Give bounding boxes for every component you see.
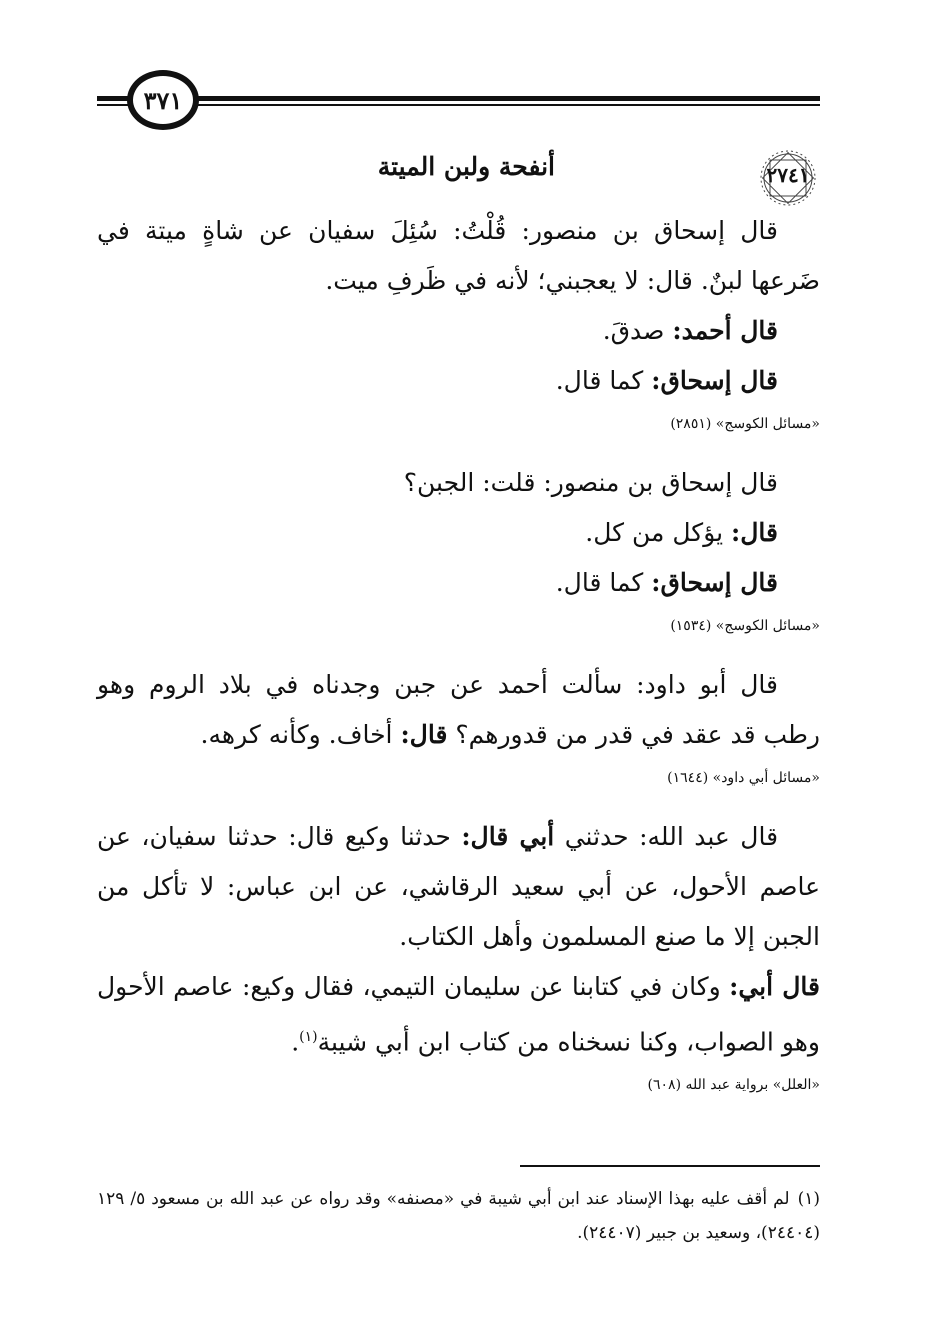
footnote-rule [520, 1165, 820, 1167]
speaker-label: أبي قال: [461, 822, 555, 851]
footnote-text: لم أقف عليه بهذا الإسناد عند ابن أبي شيبة في «مصنفه» وقد رواه عن عبد الله بن مسعود ٥/ ١٢٩ (٢٤٤٠٤)، وسعيد بن جبير (٢٤٤٠٧). [97, 1189, 820, 1243]
paragraph-end: . [291, 1027, 300, 1057]
speaker-text: كما قال. [555, 568, 652, 597]
paragraph-text: قال عبد الله: حدثني [554, 822, 779, 851]
speaker-label: قال: [400, 720, 448, 749]
speaker-label: قال: [731, 518, 778, 547]
line-ishaq [97, 558, 820, 608]
source-citation: «مسائل الكوسج» (٢٨٥١) [670, 416, 820, 432]
page-body [97, 206, 820, 1097]
paragraph-3 [97, 660, 820, 760]
line-ahmad [97, 306, 820, 356]
speaker-text: صدقَ. [602, 316, 673, 345]
speaker-label: قال إسحاق: [651, 568, 778, 597]
speaker-text: يؤكل من كل. [585, 518, 732, 547]
page-number [127, 70, 199, 130]
chapter-number: ٢٧٤١ [766, 163, 810, 187]
speaker-label: قال أحمد: [672, 316, 778, 345]
source-citation: «مسائل الكوسج» (١٥٣٤) [670, 618, 820, 634]
paragraph-4 [97, 812, 820, 962]
speaker-label: قال أبي: [729, 972, 820, 1001]
line-ishaq [97, 356, 820, 406]
paragraph-5 [97, 962, 820, 1067]
page-number-text: ٣٧١ [143, 85, 183, 115]
speaker-label: قال إسحاق: [651, 366, 778, 395]
paragraph-1: قال إسحاق بن منصور: قُلْتُ: سُئِلَ سفيان عن شاةٍ ميتة في ضَرعها لبنٌ. قال: لا يعجبني؛ لأنه في ظَرفِ ميت. [97, 216, 820, 295]
chapter-heading [97, 140, 820, 210]
footnote-ref[interactable]: (١) [299, 1029, 318, 1045]
footnote [97, 1182, 820, 1250]
header-rule-thick [97, 96, 820, 101]
line-answer [97, 508, 820, 558]
chapter-badge [756, 148, 820, 208]
source-citation: «العلل» برواية عبد الله (٦٠٨) [647, 1077, 820, 1094]
line-question: قال إسحاق بن منصور: قلت: الجبن؟ [403, 468, 778, 497]
paragraph-text: أخاف. وكأنه كرهه. [200, 720, 401, 749]
chapter-title: أنفحة ولبن الميتة [377, 152, 555, 181]
header-rule-thin [97, 104, 820, 106]
footnote-marker: (١) [797, 1189, 820, 1209]
paragraph-text: قال أبو داود: سألت أحمد عن جبن وجدناه في بلاد الروم وهو رطب قد عقد في قدر من قدورهم؟ [97, 670, 820, 749]
source-citation: «مسائل أبي داود» (١٦٤٤) [667, 770, 820, 786]
paragraph-text: وكان في كتابنا عن سليمان التيمي، فقال وكيع: عاصم الأحول وهو الصواب، وكنا نسخناه من كتاب ابن أبي شيبة [97, 972, 820, 1057]
speaker-text: كما قال. [555, 366, 652, 395]
paragraph-text: حدثنا وكيع قال: حدثنا سفيان، عن عاصم الأحول، عن أبي سعيد الرقاشي، عن ابن عباس: لا تأكل من الجبن إلا ما صنع المسلمون وأهل الكتاب. [97, 822, 820, 951]
